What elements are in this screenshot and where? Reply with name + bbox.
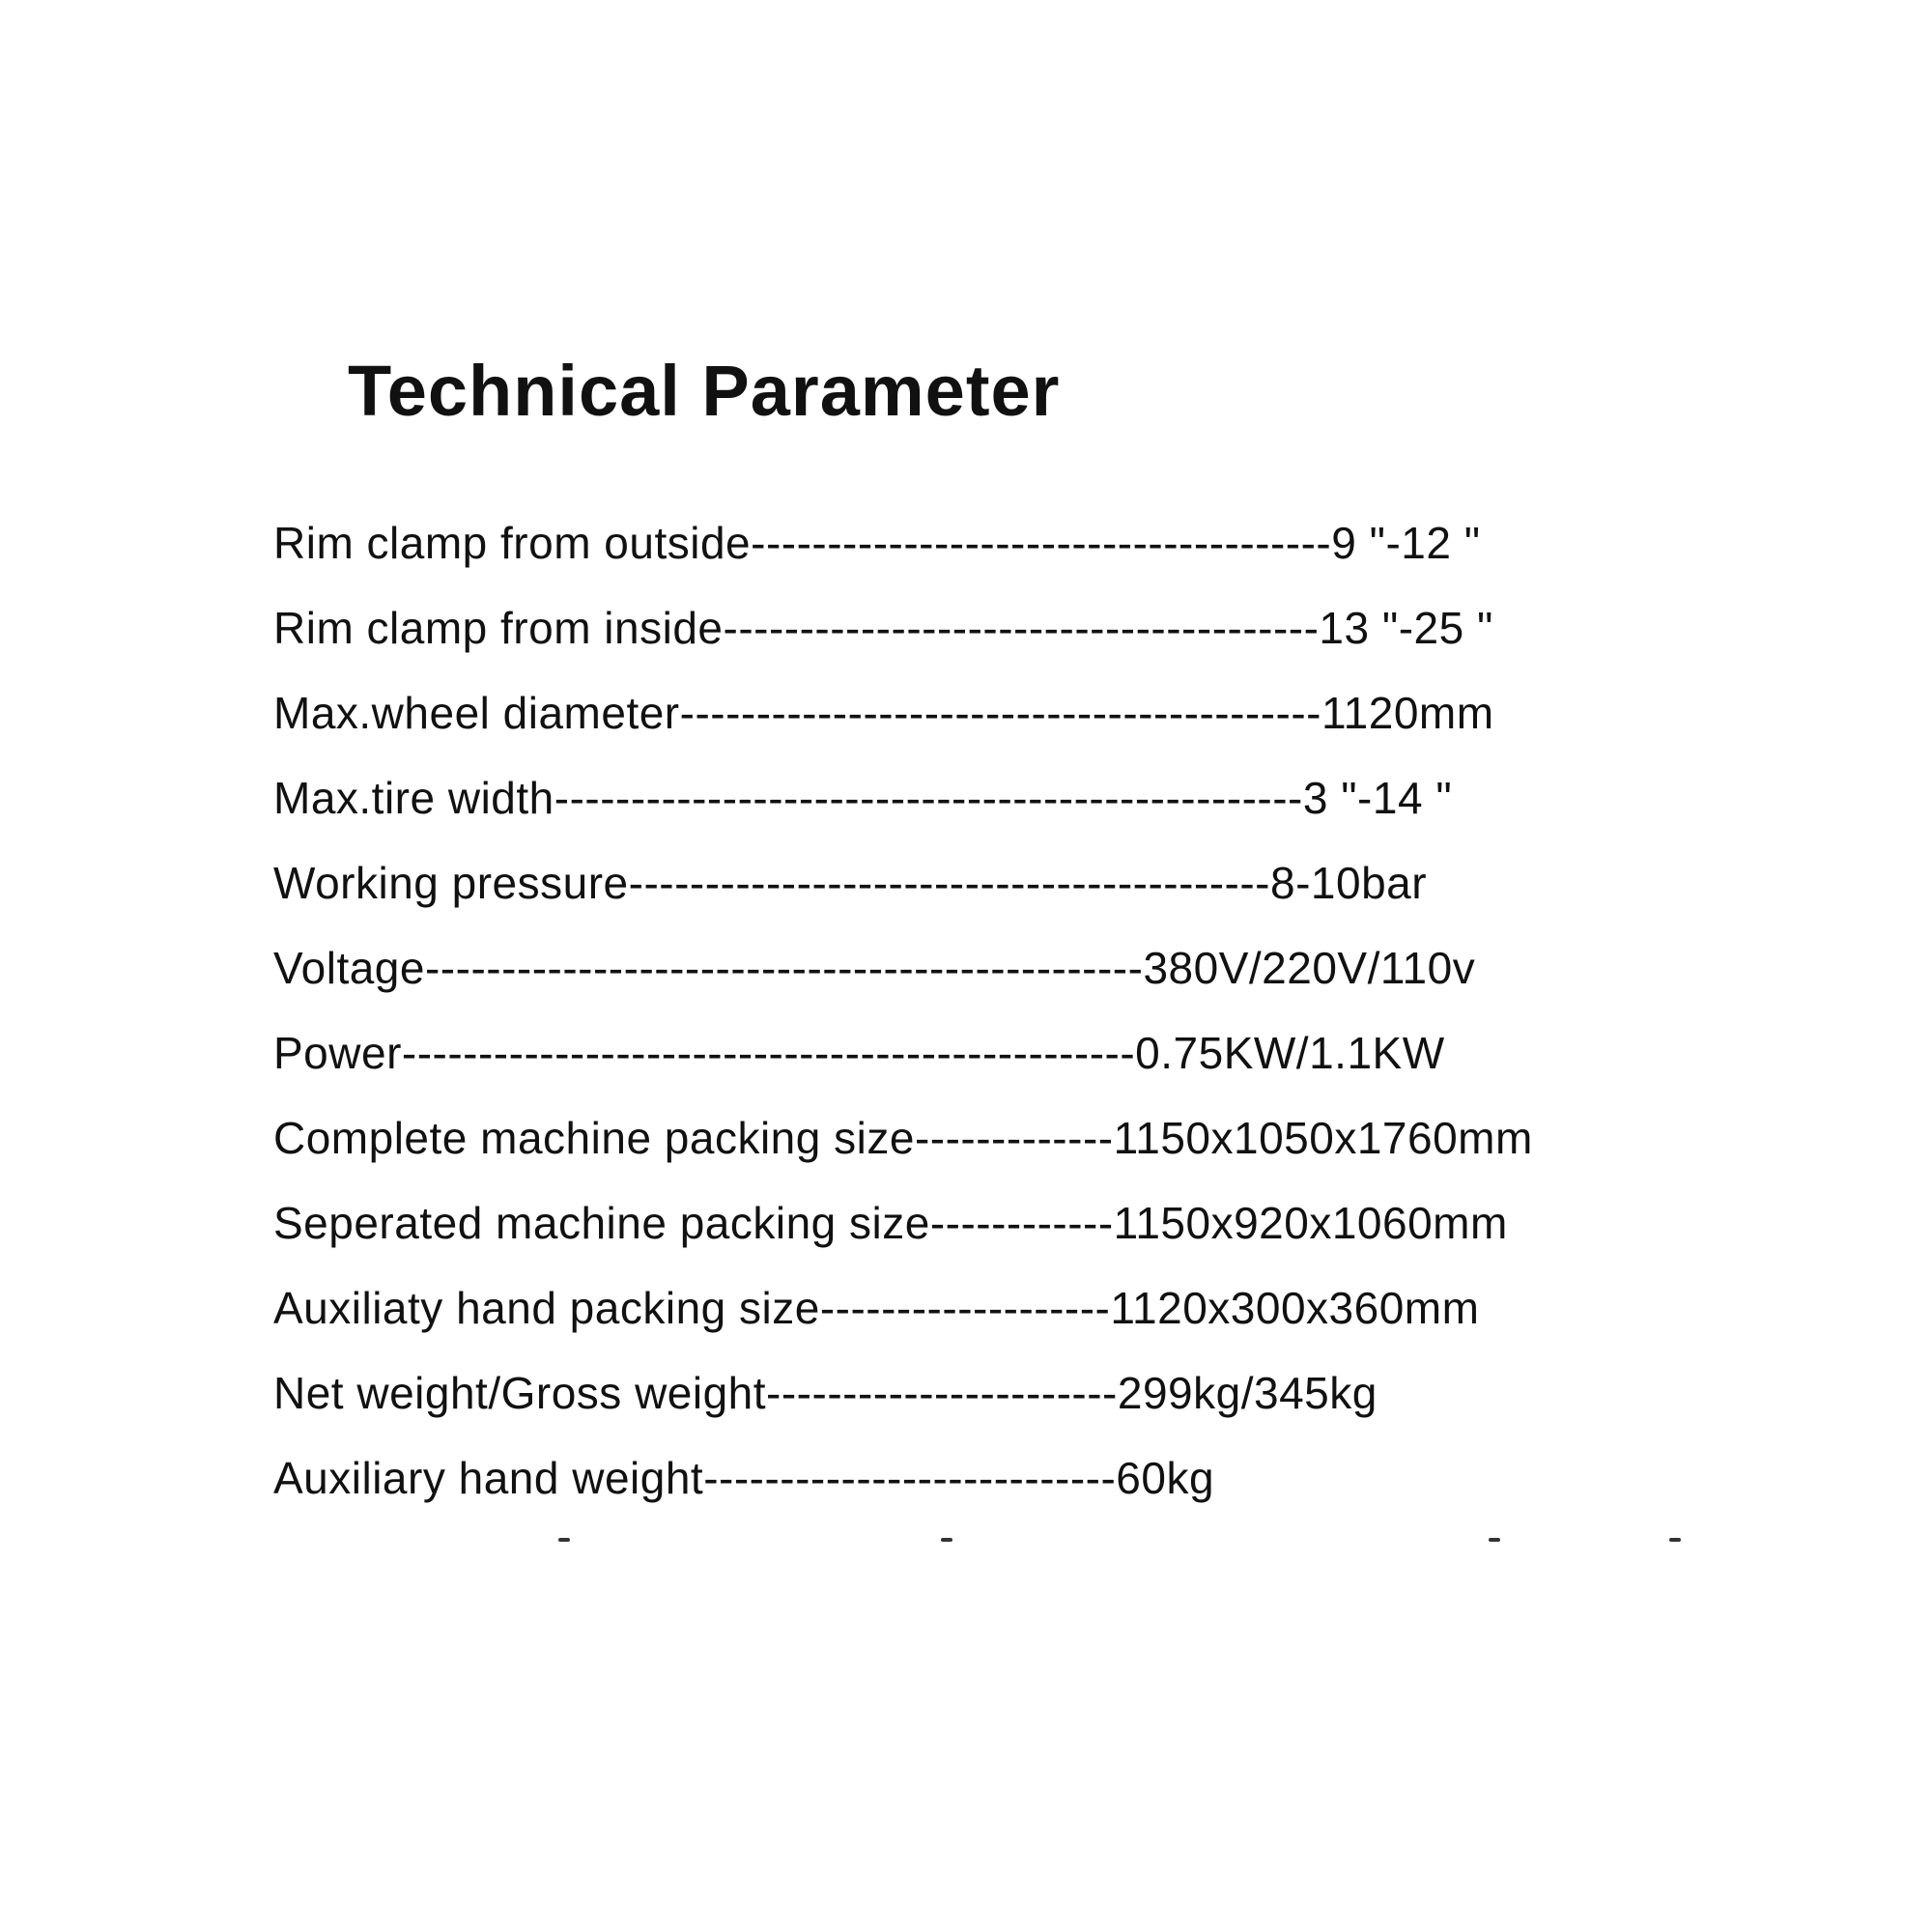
param-leader: ----------------------- bbox=[766, 1368, 1118, 1418]
param-leader: ------------------------------------------------- bbox=[554, 773, 1303, 823]
param-value: 3 "-14 " bbox=[1302, 773, 1453, 823]
param-label: Auxiliaty hand packing size bbox=[273, 1283, 820, 1333]
param-leader: ----------------------------------------------- bbox=[424, 943, 1144, 993]
param-row-max-tire-width bbox=[273, 771, 1533, 856]
crop-mark bbox=[1489, 1538, 1500, 1542]
crop-mark bbox=[941, 1538, 952, 1542]
param-leader: ------------------------------------------ bbox=[679, 688, 1321, 738]
param-leader: ------------------- bbox=[819, 1283, 1111, 1333]
param-row-working-pressure bbox=[273, 856, 1533, 941]
param-value: 299kg/345kg bbox=[1117, 1368, 1378, 1418]
param-value: 1120x300x360mm bbox=[1110, 1283, 1480, 1333]
param-label: Power bbox=[273, 1028, 402, 1078]
crop-marks bbox=[0, 1538, 1932, 1548]
param-row-power bbox=[273, 1026, 1533, 1111]
param-label: Rim clamp from outside bbox=[273, 518, 752, 568]
param-value: 1150x920x1060mm bbox=[1113, 1198, 1508, 1248]
param-value: 60kg bbox=[1116, 1453, 1215, 1503]
param-value: 1150x1050x1760mm bbox=[1113, 1113, 1533, 1163]
param-leader: ------------------------------------------ bbox=[628, 858, 1270, 908]
param-leader: ------------------------------------------------ bbox=[401, 1028, 1136, 1078]
param-row-auxiliary-hand-weight bbox=[273, 1451, 1533, 1536]
param-leader: --------------------------------------- bbox=[723, 603, 1320, 653]
param-label: Voltage bbox=[273, 943, 425, 993]
param-label: Working pressure bbox=[273, 858, 629, 908]
param-row-rim-clamp-inside bbox=[273, 601, 1533, 686]
param-value: 380V/220V/110v bbox=[1143, 943, 1476, 993]
param-row-complete-packing-size bbox=[273, 1111, 1533, 1196]
param-label: Rim clamp from inside bbox=[273, 603, 724, 653]
param-leader: ------------- bbox=[914, 1113, 1114, 1163]
param-label: Max.tire width bbox=[273, 773, 554, 823]
param-label: Max.wheel diameter bbox=[273, 688, 680, 738]
parameter-list bbox=[273, 516, 1533, 1536]
param-value: 8-10bar bbox=[1270, 858, 1428, 908]
param-value: 1120mm bbox=[1321, 688, 1494, 738]
param-row-max-wheel-diameter bbox=[273, 686, 1533, 771]
param-value: 9 "-12 " bbox=[1331, 518, 1481, 568]
param-row-voltage bbox=[273, 941, 1533, 1026]
crop-mark bbox=[1669, 1538, 1681, 1542]
param-row-auxiliary-hand-packing-size bbox=[273, 1281, 1533, 1366]
param-label: Net weight/Gross weight bbox=[273, 1368, 767, 1418]
param-label: Complete machine packing size bbox=[273, 1113, 915, 1163]
param-leader: --------------------------- bbox=[703, 1453, 1117, 1503]
param-value: 13 "-25 " bbox=[1319, 603, 1493, 653]
param-row-separated-packing-size bbox=[273, 1196, 1533, 1281]
param-row-net-gross-weight bbox=[273, 1366, 1533, 1451]
crop-mark bbox=[558, 1538, 570, 1542]
param-row-rim-clamp-outside bbox=[273, 516, 1533, 601]
param-leader: -------------------------------------- bbox=[751, 518, 1332, 568]
param-label: Auxiliary hand weight bbox=[273, 1453, 704, 1503]
param-leader: ------------ bbox=[929, 1198, 1114, 1248]
param-value: 0.75KW/1.1KW bbox=[1135, 1028, 1445, 1078]
param-label: Seperated machine packing size bbox=[273, 1198, 930, 1248]
page-title: Technical Parameter bbox=[348, 351, 1061, 431]
